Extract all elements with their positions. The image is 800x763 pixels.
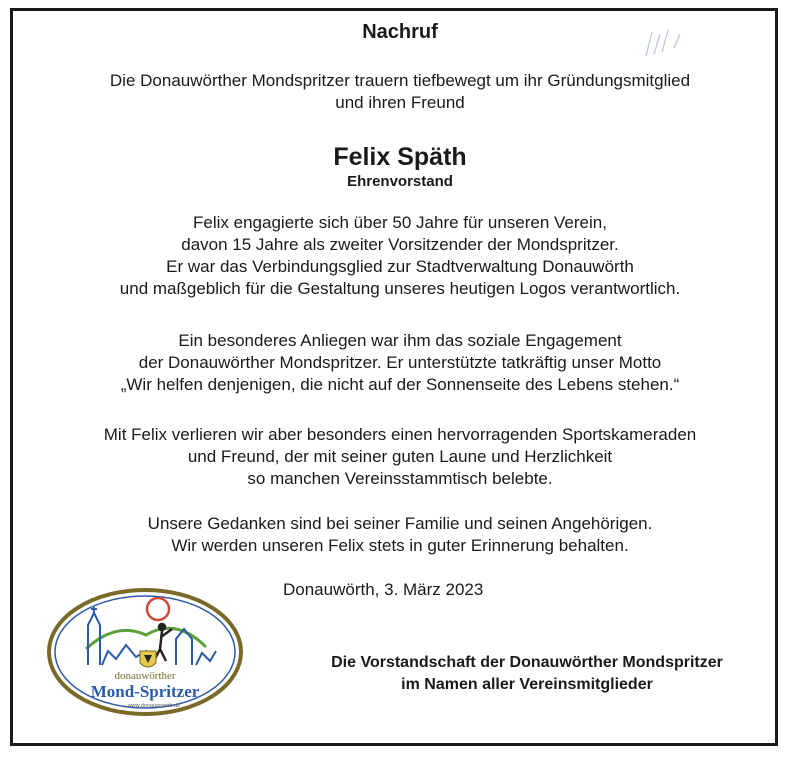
paragraph-line: Mit Felix verlieren wir aber besonders einen hervorragenden Sportskameraden bbox=[103, 425, 697, 444]
signature-line: Die Vorstandschaft der Donauwörther Mondspritzer bbox=[331, 654, 723, 671]
page-title: Nachruf bbox=[362, 21, 438, 43]
logo-main-text: Mond-Spritzer bbox=[90, 682, 200, 701]
deceased-name: Felix Späth bbox=[333, 143, 467, 171]
signature-line: im Namen aller Vereinsmitglieder bbox=[401, 676, 653, 693]
paragraph-line: Unsere Gedanken sind bei seiner Familie und seinen Angehörigen. bbox=[147, 514, 653, 533]
logo-top-text: donauwörther bbox=[114, 670, 176, 682]
paragraph bbox=[0, 513, 800, 557]
paragraph-line: davon 15 Jahre als zweiter Vorsitzender der Mondspritzer. bbox=[181, 235, 619, 254]
signature bbox=[262, 652, 792, 696]
paragraph-line: Er war das Verbindungsglied zur Stadtverwaltung Donauwörth bbox=[166, 257, 634, 276]
paragraph-line: und maßgeblich für die Gestaltung unseres heutigen Logos verantwortlich. bbox=[119, 279, 681, 298]
paragraph bbox=[0, 330, 800, 396]
paragraph bbox=[0, 424, 800, 490]
deceased-role: Ehrenvorstand bbox=[347, 173, 453, 190]
paragraph-line: Ein besonderes Anliegen war ihm das soziale Engagement bbox=[178, 331, 622, 350]
logo-url-text: www.donauwoerth.de bbox=[127, 703, 181, 709]
intro-line: Die Donauwörther Mondspritzer trauern tiefbewegt um ihr Gründungsmitglied bbox=[109, 71, 691, 90]
paragraph-line: und Freund, der mit seiner guten Laune und Herzlichkeit bbox=[187, 447, 613, 466]
place-date: Donauwörth, 3. März 2023 bbox=[283, 580, 484, 599]
paragraph-line: Wir werden unseren Felix stets in guter Erinnerung behalten. bbox=[171, 536, 629, 555]
club-logo bbox=[46, 587, 244, 717]
paragraph bbox=[0, 212, 800, 300]
coat-of-arms-icon bbox=[140, 651, 156, 667]
paragraph-line: „Wir helfen denjenigen, die nicht auf der Sonnenseite des Lebens stehen.“ bbox=[120, 375, 680, 394]
paragraph-line: Felix engagierte sich über 50 Jahre für unseren Verein, bbox=[193, 213, 607, 232]
intro-text bbox=[0, 70, 800, 114]
paragraph-line: der Donauwörther Mondspritzer. Er unterstützte tatkräftig unser Motto bbox=[138, 353, 662, 372]
paragraph-line: so manchen Vereinsstammtisch belebte. bbox=[247, 469, 553, 488]
intro-line: und ihren Freund bbox=[335, 93, 465, 112]
